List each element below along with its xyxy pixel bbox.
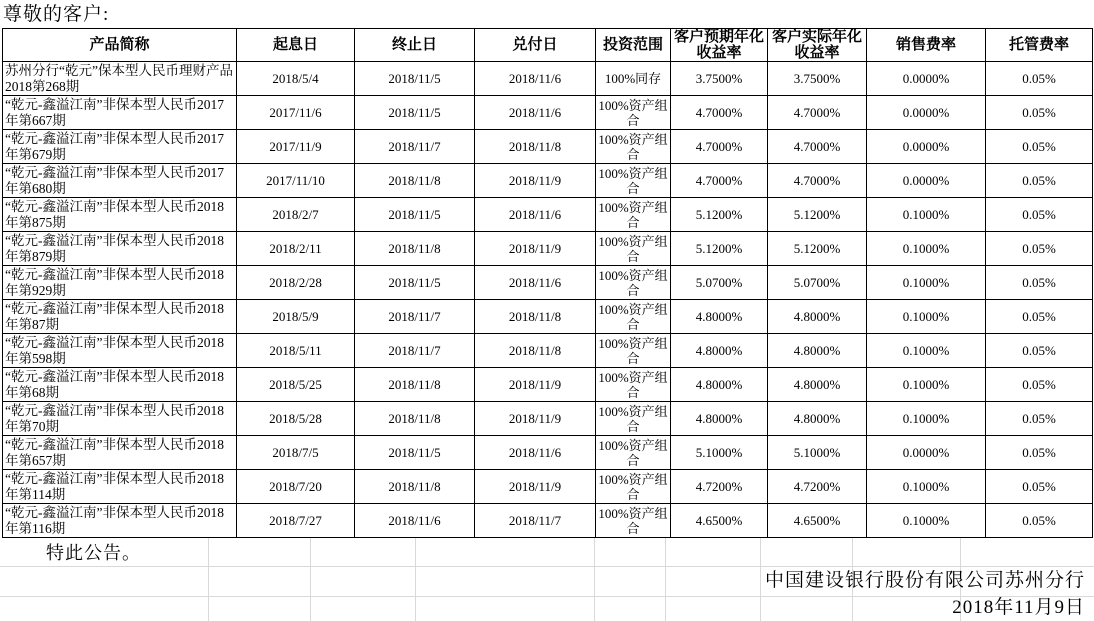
cell-custody-fee: 0.05% [986,436,1093,470]
cell-expected-yield: 5.1200% [671,198,768,232]
cell-end-date: 2018/11/5 [355,436,475,470]
cell-product-name: “乾元-鑫溢江南”非保本型人民币2018年第87期 [3,300,237,334]
table-row [3,232,1093,266]
cell-actual-yield: 4.7000% [768,130,867,164]
gridline-vertical [415,538,416,621]
cell-sales-fee: 0.1000% [867,198,986,232]
cell-expected-yield: 5.1000% [671,436,768,470]
cell-payment-date: 2018/11/6 [475,96,596,130]
table-row [3,470,1093,504]
cell-invest-scope: 100%资产组合 [596,266,671,300]
cell-actual-yield: 5.1200% [768,232,867,266]
cell-payment-date: 2018/11/9 [475,232,596,266]
gridline-vertical [760,538,761,621]
table-row [3,300,1093,334]
cell-end-date: 2018/11/7 [355,334,475,368]
col-header-start-date: 起息日 [237,29,355,62]
cell-payment-date: 2018/11/6 [475,436,596,470]
table-row [3,164,1093,198]
cell-invest-scope: 100%资产组合 [596,436,671,470]
cell-actual-yield: 4.8000% [768,334,867,368]
cell-expected-yield: 4.7200% [671,470,768,504]
cell-sales-fee: 0.0000% [867,130,986,164]
col-header-custody-fee: 托管费率 [986,29,1093,62]
cell-sales-fee: 0.0000% [867,96,986,130]
cell-expected-yield: 4.8000% [671,402,768,436]
cell-product-name: “乾元-鑫溢江南”非保本型人民币2018年第116期 [3,504,237,538]
cell-product-name: “乾元-鑫溢江南”非保本型人民币2018年第875期 [3,198,237,232]
cell-end-date: 2018/11/8 [355,402,475,436]
col-header-sales-fee: 销售费率 [867,29,986,62]
cell-start-date: 2018/2/11 [237,232,355,266]
col-header-payment-date: 兑付日 [475,29,596,62]
cell-invest-scope: 100%资产组合 [596,368,671,402]
cell-invest-scope: 100%资产组合 [596,470,671,504]
col-header-expected-yield: 客户预期年化收益率 [671,29,768,62]
cell-expected-yield: 5.0700% [671,266,768,300]
cell-product-name: “乾元-鑫溢江南”非保本型人民币2018年第598期 [3,334,237,368]
cell-product-name: “乾元-鑫溢江南”非保本型人民币2018年第68期 [3,368,237,402]
cell-payment-date: 2018/11/9 [475,470,596,504]
cell-custody-fee: 0.05% [986,402,1093,436]
cell-invest-scope: 100%资产组合 [596,96,671,130]
cell-start-date: 2018/2/7 [237,198,355,232]
cell-actual-yield: 5.0700% [768,266,867,300]
cell-end-date: 2018/11/8 [355,232,475,266]
cell-end-date: 2018/11/5 [355,62,475,96]
table-row [3,198,1093,232]
cell-start-date: 2017/11/6 [237,96,355,130]
cell-sales-fee: 0.1000% [867,300,986,334]
cell-expected-yield: 4.7000% [671,96,768,130]
gridline-horizontal [0,566,1094,567]
col-header-product-name: 产品简称 [3,29,237,62]
cell-end-date: 2018/11/5 [355,96,475,130]
cell-actual-yield: 5.1000% [768,436,867,470]
cell-custody-fee: 0.05% [986,334,1093,368]
cell-end-date: 2018/11/8 [355,164,475,198]
cell-product-name: “乾元-鑫溢江南”非保本型人民币2017年第680期 [3,164,237,198]
cell-sales-fee: 0.0000% [867,436,986,470]
cell-payment-date: 2018/11/6 [475,266,596,300]
cell-start-date: 2017/11/9 [237,130,355,164]
cell-payment-date: 2018/11/6 [475,62,596,96]
cell-sales-fee: 0.1000% [867,266,986,300]
cell-start-date: 2018/7/20 [237,470,355,504]
cell-end-date: 2018/11/7 [355,300,475,334]
cell-product-name: 苏州分行“乾元”保本型人民币理财产品2018第268期 [3,62,237,96]
cell-start-date: 2017/11/10 [237,164,355,198]
cell-product-name: “乾元-鑫溢江南”非保本型人民币2017年第679期 [3,130,237,164]
table-row [3,402,1093,436]
cell-custody-fee: 0.05% [986,470,1093,504]
cell-invest-scope: 100%资产组合 [596,130,671,164]
cell-product-name: “乾元-鑫溢江南”非保本型人民币2018年第879期 [3,232,237,266]
cell-actual-yield: 4.7000% [768,164,867,198]
cell-end-date: 2018/11/6 [355,504,475,538]
cell-end-date: 2018/11/8 [355,368,475,402]
cell-expected-yield: 5.1200% [671,232,768,266]
col-header-actual-yield: 客户实际年化收益率 [768,29,867,62]
cell-payment-date: 2018/11/8 [475,334,596,368]
cell-invest-scope: 100%资产组合 [596,334,671,368]
cell-product-name: “乾元-鑫溢江南”非保本型人民币2018年第114期 [3,470,237,504]
closing-text: 特此公告。 [46,543,141,563]
cell-product-name: “乾元-鑫溢江南”非保本型人民币2018年第929期 [3,266,237,300]
greeting-text: 尊敬的客户: [3,4,110,25]
gridline-horizontal [0,596,1094,597]
cell-sales-fee: 0.0000% [867,164,986,198]
cell-payment-date: 2018/11/7 [475,504,596,538]
cell-invest-scope: 100%资产组合 [596,504,671,538]
cell-payment-date: 2018/11/6 [475,198,596,232]
cell-custody-fee: 0.05% [986,164,1093,198]
cell-actual-yield: 4.7200% [768,470,867,504]
cell-product-name: “乾元-鑫溢江南”非保本型人民币2017年第667期 [3,96,237,130]
cell-expected-yield: 4.6500% [671,504,768,538]
cell-invest-scope: 100%同存 [596,62,671,96]
gridline-vertical [208,538,209,621]
cell-invest-scope: 100%资产组合 [596,232,671,266]
cell-actual-yield: 4.8000% [768,300,867,334]
cell-actual-yield: 4.8000% [768,368,867,402]
table-row [3,504,1093,538]
table-row [3,334,1093,368]
table-row [3,436,1093,470]
cell-end-date: 2018/11/7 [355,130,475,164]
cell-custody-fee: 0.05% [986,198,1093,232]
cell-custody-fee: 0.05% [986,368,1093,402]
cell-invest-scope: 100%资产组合 [596,300,671,334]
table-row [3,130,1093,164]
col-header-invest-scope: 投资范围 [596,29,671,62]
cell-actual-yield: 5.1200% [768,198,867,232]
cell-payment-date: 2018/11/8 [475,300,596,334]
cell-start-date: 2018/5/11 [237,334,355,368]
table-row [3,96,1093,130]
table-row [3,266,1093,300]
cell-actual-yield: 4.6500% [768,504,867,538]
cell-expected-yield: 4.7000% [671,164,768,198]
col-header-end-date: 终止日 [355,29,475,62]
gridline-vertical [665,538,666,621]
cell-actual-yield: 4.7000% [768,96,867,130]
cell-payment-date: 2018/11/8 [475,130,596,164]
gridline-vertical [594,538,595,621]
cell-product-name: “乾元-鑫溢江南”非保本型人民币2018年第657期 [3,436,237,470]
cell-sales-fee: 0.1000% [867,504,986,538]
cell-invest-scope: 100%资产组合 [596,402,671,436]
cell-sales-fee: 0.1000% [867,232,986,266]
cell-custody-fee: 0.05% [986,232,1093,266]
cell-custody-fee: 0.05% [986,62,1093,96]
cell-actual-yield: 4.8000% [768,402,867,436]
cell-start-date: 2018/5/9 [237,300,355,334]
cell-start-date: 2018/2/28 [237,266,355,300]
cell-start-date: 2018/5/28 [237,402,355,436]
cell-product-name: “乾元-鑫溢江南”非保本型人民币2018年第70期 [3,402,237,436]
cell-start-date: 2018/7/5 [237,436,355,470]
cell-end-date: 2018/11/8 [355,470,475,504]
issuer-signature: 中国建设银行股份有限公司苏州分行 [764,570,1085,591]
cell-start-date: 2018/5/4 [237,62,355,96]
table-body [3,62,1093,538]
table-row [3,368,1093,402]
cell-invest-scope: 100%资产组合 [596,164,671,198]
cell-start-date: 2018/5/25 [237,368,355,402]
table-row [3,62,1093,96]
cell-custody-fee: 0.05% [986,96,1093,130]
cell-invest-scope: 100%资产组合 [596,198,671,232]
cell-end-date: 2018/11/5 [355,266,475,300]
cell-expected-yield: 3.7500% [671,62,768,96]
cell-custody-fee: 0.05% [986,266,1093,300]
cell-start-date: 2018/7/27 [237,504,355,538]
cell-expected-yield: 4.8000% [671,334,768,368]
cell-expected-yield: 4.8000% [671,368,768,402]
product-yield-table [2,28,1093,538]
cell-payment-date: 2018/11/9 [475,402,596,436]
cell-custody-fee: 0.05% [986,130,1093,164]
gridline-vertical [310,538,311,621]
cell-custody-fee: 0.05% [986,300,1093,334]
cell-payment-date: 2018/11/9 [475,368,596,402]
cell-expected-yield: 4.7000% [671,130,768,164]
cell-actual-yield: 3.7500% [768,62,867,96]
cell-sales-fee: 0.1000% [867,334,986,368]
issue-date: 2018年11月9日 [952,597,1085,618]
cell-sales-fee: 0.1000% [867,368,986,402]
cell-sales-fee: 0.1000% [867,470,986,504]
cell-end-date: 2018/11/5 [355,198,475,232]
cell-sales-fee: 0.1000% [867,402,986,436]
cell-payment-date: 2018/11/9 [475,164,596,198]
cell-custody-fee: 0.05% [986,504,1093,538]
table-header-row [3,29,1093,62]
cell-expected-yield: 4.8000% [671,300,768,334]
cell-sales-fee: 0.0000% [867,62,986,96]
